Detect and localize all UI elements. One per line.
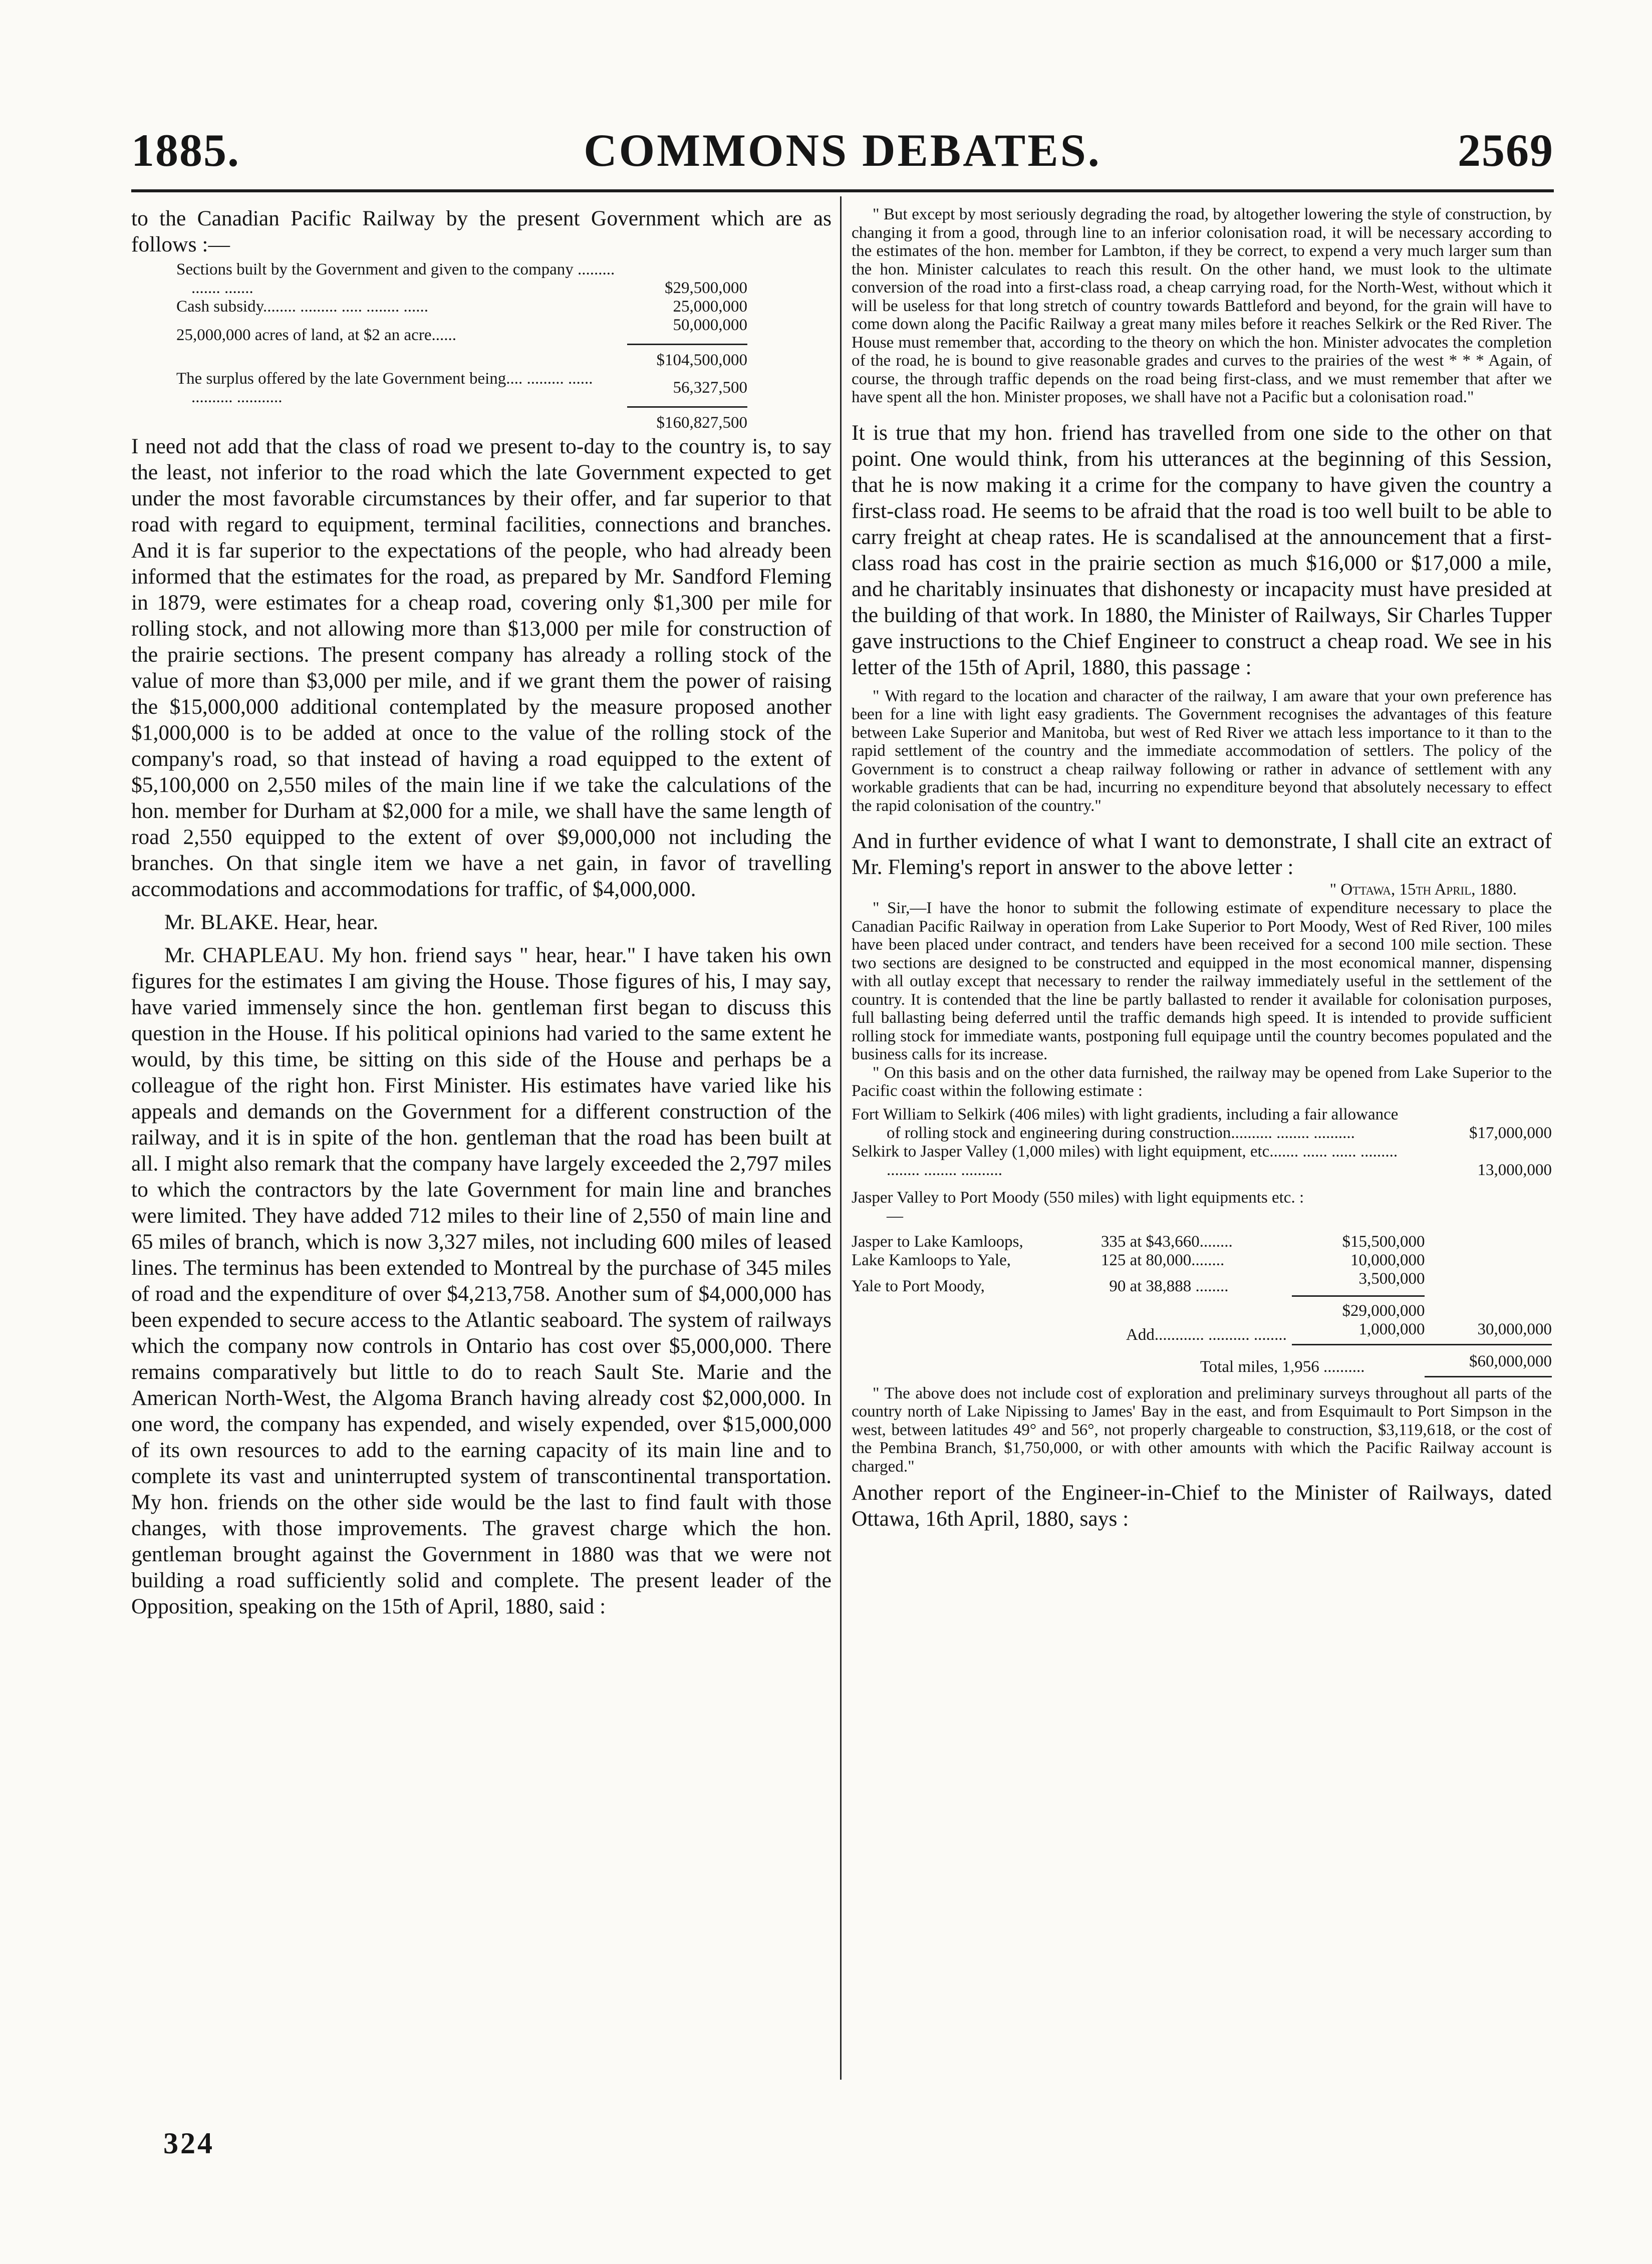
header-rule	[131, 189, 1554, 192]
table-row	[852, 1233, 1552, 1251]
add-total: 30,000,000	[1425, 1320, 1552, 1345]
quotation: " On this basis and on the other data furnished, the railway may be opened from Lake Superior to the Pacific coast within the following estimate :	[852, 1063, 1552, 1100]
route-miles: 335 at	[1100, 1232, 1142, 1251]
subtotal-amount: $104,500,000	[656, 351, 747, 369]
paragraph: And in further evidence of what I want to demonstrate, I shall cite an extract of Mr. Fleming's report in answer to the above letter :	[852, 829, 1552, 879]
row-label: Selkirk to Jasper Valley (1,000 miles) with light equipment, etc....... ...... ...... ......... ........ ........ ..........	[852, 1142, 1398, 1179]
grand-total-amount: $60,000,000	[1425, 1344, 1552, 1376]
route-miles: 90 at	[1109, 1277, 1142, 1295]
row-label: 25,000,000 acres of land, at $2 an acre......	[176, 326, 456, 344]
paragraph: It is true that my hon. friend has travelled from one side to the other on that point. One would think, from his utterances at the beginning of this Session, that he is now making it a crime for the company to have given the country a first-class road. He seems to be afraid that the road is too well built to be able to carry freight at cheap rates. He is scandalised at the announcement that a first-class road has cost in the prairie section as much $16,000 or $17,000 a mile, and he charitably insinuates that dishonesty or incapacity must have presided at the building of that work. In 1880, the Minister of Railways, Sir Charles Tupper gave instructions to the Chief Engineer to construct a cheap road. We see in his letter of the 15th of April, 1880, this passage :	[852, 420, 1552, 679]
paragraph: Another report of the Engineer-in-Chief to the Minister of Railways, dated Ottawa, 16th April, 1880, says :	[852, 1481, 1552, 1531]
grand-total-row	[852, 1344, 1552, 1376]
add-label: Add............ .......... ........	[1126, 1326, 1287, 1344]
row-amount: 50,000,000	[627, 316, 747, 345]
add-amount: 1,000,000	[1292, 1320, 1425, 1345]
route-from: Yale to Port Moody,	[852, 1277, 985, 1295]
left-column	[131, 205, 832, 1619]
route-amount: $15,500,000	[1342, 1232, 1425, 1251]
quotation: " Sir,—I have the honor to submit the following estimate of expenditure necessary to place the Canadian Pacific Railway in operation from Lake Superior to Port Moody, West of Red River, 100 miles have been placed under contract, and tenders have been received for a second 100 mile section. These two sections are designed to be constructed and equipped in the most economical manner, dispensing with all outlay except that necessary to render the railway immediately useful in the settlement of the country. It is contended that the line be partly ballasted to render it available for colonisation purposes, full ballasting being deferred until the traffic demands high speed. It is intended to provide sufficient rolling stock for immediate wants, postponing full equipage until the country becomes populated and the business calls for its increase.	[852, 899, 1552, 1063]
subtotal-row	[176, 345, 747, 370]
route-amount: 10,000,000	[1350, 1251, 1425, 1269]
header-page-number: 2569	[1458, 125, 1554, 176]
surplus-amount: 56,327,500	[627, 370, 747, 407]
surplus-label: The surplus offered by the late Government being.... ......... ...... .......... ...........	[176, 370, 593, 406]
table-row	[176, 316, 747, 345]
header-year: 1885.	[131, 125, 240, 176]
speaker-chapleau: Mr. CHAPLEAU. My hon. friend says " hear, hear." I have taken his own figures for the estimates I am giving the House. Those figures of his, I may say, have varied immensely since the hon. gentleman first began to discuss this question in the House. If his political opinions had varied to the same extent he would, by this time, be sitting on this side of the House and perhaps be a colleague of the right hon. First Minister. His estimates have varied like his appeals and demands on the Government for a different construction of the railway, and it is in spite of the hon. gentleman that the road has been built at all. I might also remark that the company have largely exceeded the 2,797 miles to which the contractors by the late Government for main line and branches were limited. They have added 712 miles to their line of 2,550 of main line and 65 miles of branch, which is now 3,327 miles, not including 600 miles of leased lines. The terminus has been extended to Montreal by the purchase of 345 miles of road and the expenditure of over $4,213,758. Another sum of $4,000,000 has been expended to secure access to the Atlantic seaboard. The system of railways which the company now controls in Ontario has cost over $5,000,000. There remains comparatively but little to do to reach Sault Ste. Marie and the American North-West, the Algoma Branch having already cost $2,000,000. In one word, the company has expended, and wisely expended, over $15,000,000 of its own resources to add to the earning capacity of its main line and to complete its vast and uninterrupted system of transcontinental transportation. My hon. friends on the other side would be the last to find fault with those changes, with those improvements. The gravest charge which the hon. gentleman brought against the Government in 1880 was that we were not building a road sufficiently solid and complete. The present leader of the Opposition, speaking on the 15th of April, 1880, said :	[131, 943, 832, 1618]
route-from: Lake Kamloops to Yale,	[852, 1251, 1011, 1269]
quotation: " But except by most seriously degrading the road, by altogether lowering the style of construction, by changing it from a good, through line to an inferior colonisation road, it will be necessary according to the estimates of the hon. member for Lambton, if they be correct, to expend a very much larger sum than the hon. Minister calculates to reach this result. On the other hand, we must look to the ultimate conversion of the road into a first-class road, a cheap carrying road, for the North-West, without which it will be useless for that long stretch of country towards Battleford and beyond, for the grain will have to come down along the Pacific Railway a great many miles before it reaches Selkirk or the Red River. The House must remember that, according to the theory on which the hon. Minister advocates the completion of the road, he is bound to give reasonable grades and curves to the prairies of the west * * * Again, of course, the through traffic depends on the road being first-class, and we must remember that after we have spent all the hon. Minister proposes, we shall have not a Pacific but a colonisation road."	[852, 205, 1552, 406]
route-amount: 3,500,000	[1292, 1270, 1425, 1296]
row-label: Sections built by the Government and given to the company ......... ....... .......	[176, 260, 615, 297]
add-row	[852, 1320, 1552, 1345]
row-label: Jasper Valley to Port Moody (550 miles) with light equipments etc. :—	[852, 1188, 1304, 1225]
row-amount: $29,500,000	[665, 279, 747, 297]
right-column	[852, 205, 1552, 1532]
row-amount: 25,000,000	[673, 298, 747, 316]
column-divider	[840, 196, 842, 2080]
row-amount: 13,000,000	[1477, 1161, 1552, 1179]
grand-total-label: Total miles, 1,956 ..........	[1200, 1358, 1365, 1376]
subsidy-table	[176, 260, 747, 432]
row-label: Cash subsidy........ ......... ..... ........ ......	[176, 298, 428, 316]
table-row	[852, 1180, 1552, 1233]
table-row	[852, 1143, 1552, 1180]
route-miles: 125 at	[1100, 1251, 1142, 1269]
subtotal-amount: $29,000,000	[1342, 1301, 1425, 1320]
subtotal-row	[852, 1296, 1552, 1320]
route-rate: $43,660........	[1146, 1232, 1233, 1251]
table-row	[176, 260, 747, 298]
route-rate: 80,000........	[1146, 1251, 1225, 1269]
estimate-table	[852, 1105, 1552, 1377]
table-row	[852, 1251, 1552, 1270]
total-amount: $160,827,500	[656, 413, 747, 432]
letter-dateline: " Ottawa, 15th April, 1880.	[1329, 881, 1517, 899]
route-from: Jasper to Lake Kamloops,	[852, 1232, 1023, 1251]
speaker-blake: Mr. BLAKE. Hear, hear.	[164, 910, 379, 934]
header-title: COMMONS DEBATES.	[584, 125, 1102, 176]
folio-number: 324	[163, 2127, 214, 2160]
table-row	[176, 298, 747, 316]
table-row	[852, 1105, 1552, 1143]
route-rate: 38,888 ........	[1146, 1277, 1229, 1295]
row-label: Fort William to Selkirk (406 miles) with light gradients, including a fair allowance of rolling stock and engineering during construction.......... ........ ..........	[852, 1105, 1399, 1142]
quotation: " With regard to the location and character of the railway, I am aware that your own preference has been for a line with light easy gradients. The Government recognises the advantages of this feature between Lake Superior and Manitoba, but west of Red River we attach less importance to it than to the rapid settlement of the country and the immediate accommodation of settlers. The policy of the Government is to construct a cheap railway following or rather in advance of settlement with any workable gradients that can be had, incurring no expenditure beyond that absolutely necessary to effect the rapid colonisation of the country."	[852, 687, 1552, 815]
quotation: " The above does not include cost of exploration and preliminary surveys throughout all parts of the country north of Lake Nipissing to James' Bay in the east, and from Esquimault to Port Simpson in the west, between latitudes 49° and 56°, not properly chargeable to construction, $3,119,618, or the cost of the Pembina Branch, $1,750,000, or with other amounts with which the Pacific Railway account is charged."	[852, 1384, 1552, 1476]
row-amount: $17,000,000	[1469, 1123, 1552, 1142]
table-row	[176, 370, 747, 407]
total-row	[176, 407, 747, 432]
page-header	[131, 125, 1554, 180]
paragraph: I need not add that the class of road we present to-day to the country is, to say the least, not inferior to the road which the late Government expected to get under the most favorable circumstances by their offer, and far superior to that road with regard to equipment, terminal facilities, connections and branches. And it is far superior to the expectations of the people, who had already been informed that the estimates for the road, as prepared by Mr. Sandford Fleming in 1879, were estimates for a cheap road, covering only $1,300 per mile for rolling stock, and not allowing more than $13,000 per mile for construction of the prairie sections. The present company has already a rolling stock of the value of more than $3,000 per mile, and if we grant them the power of raising the $15,000,000 additional contemplated by the measure proposed another $1,000,000 is to be added at once to the value of the rolling stock of the company's road, so that instead of having a road equipped to the extent of $5,100,000 on 2,550 miles of the main line if we take the calculations of the hon. member for Durham at $2,000 for a mile, we shall have the same length of road 2,550 equipped to the extent of over $9,000,000 not including the branches. On that single item we have a net gain, in favor of travelling accommodations and accommodations for traffic, of $4,000,000.	[131, 434, 832, 901]
table-row	[852, 1270, 1552, 1296]
intro-paragraph: to the Canadian Pacific Railway by the present Government which are as follows :—	[131, 206, 832, 256]
